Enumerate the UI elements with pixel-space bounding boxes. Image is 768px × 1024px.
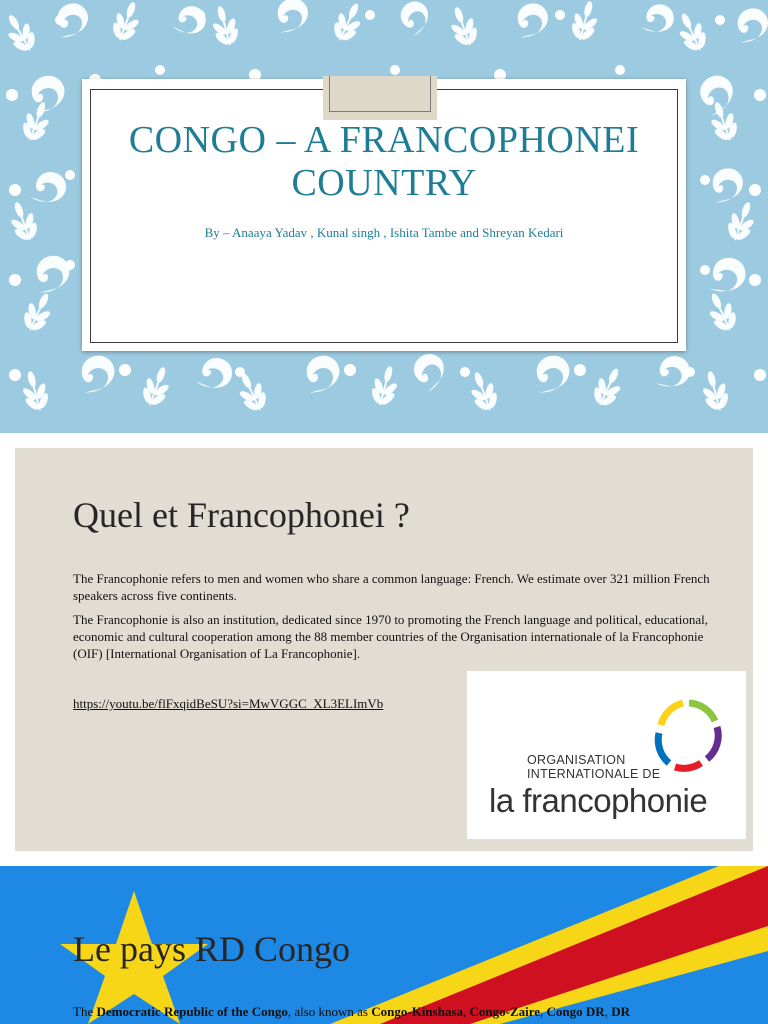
title-card-tab (323, 76, 437, 120)
drc-slide (0, 866, 768, 1024)
logo-ring-icon (658, 703, 718, 768)
slide-subtitle: By – Anaaya Yadav , Kunal singh , Ishita Tambe and Shreyan Kedari (204, 225, 564, 240)
slide-heading: Le pays RD Congo (73, 929, 350, 969)
drc-description: The Democratic Republic of the Congo, also known as Congo-Kinshasa, Congo-Zaire, Congo DR, DR (73, 1004, 630, 1019)
logo-line-1: ORGANISATION (527, 753, 626, 767)
paragraph-2: The Francophonie is also an institution, dedicated since 1970 to promoting the French language and political, educational, economic and cultural cooperation among the 88 member countries of the Organisation internationale of la Francophonie (OIF) [International Organisation of La Francophonie]. (73, 612, 709, 661)
paragraph-1: The Francophonie refers to men and women who share a common language: French. We estimate over 321 million French speakers across five continents. (73, 571, 710, 603)
francophonie-slide (15, 448, 753, 851)
title-card (82, 79, 686, 351)
logo-line-2: INTERNATIONALE DE (527, 767, 661, 781)
video-link[interactable]: https://youtu.be/flFxqidBeSU?si=MwVGGC_XL3ELImVb (73, 696, 384, 711)
logo-line-3: la francophonie (489, 782, 708, 819)
slide-title: CONGO – A FRANCOPHONEI COUNTRY (128, 119, 640, 204)
francophonie-logo (467, 671, 746, 839)
slide-heading: Quel et Francophonei ? (73, 495, 410, 535)
title-slide (0, 0, 768, 433)
